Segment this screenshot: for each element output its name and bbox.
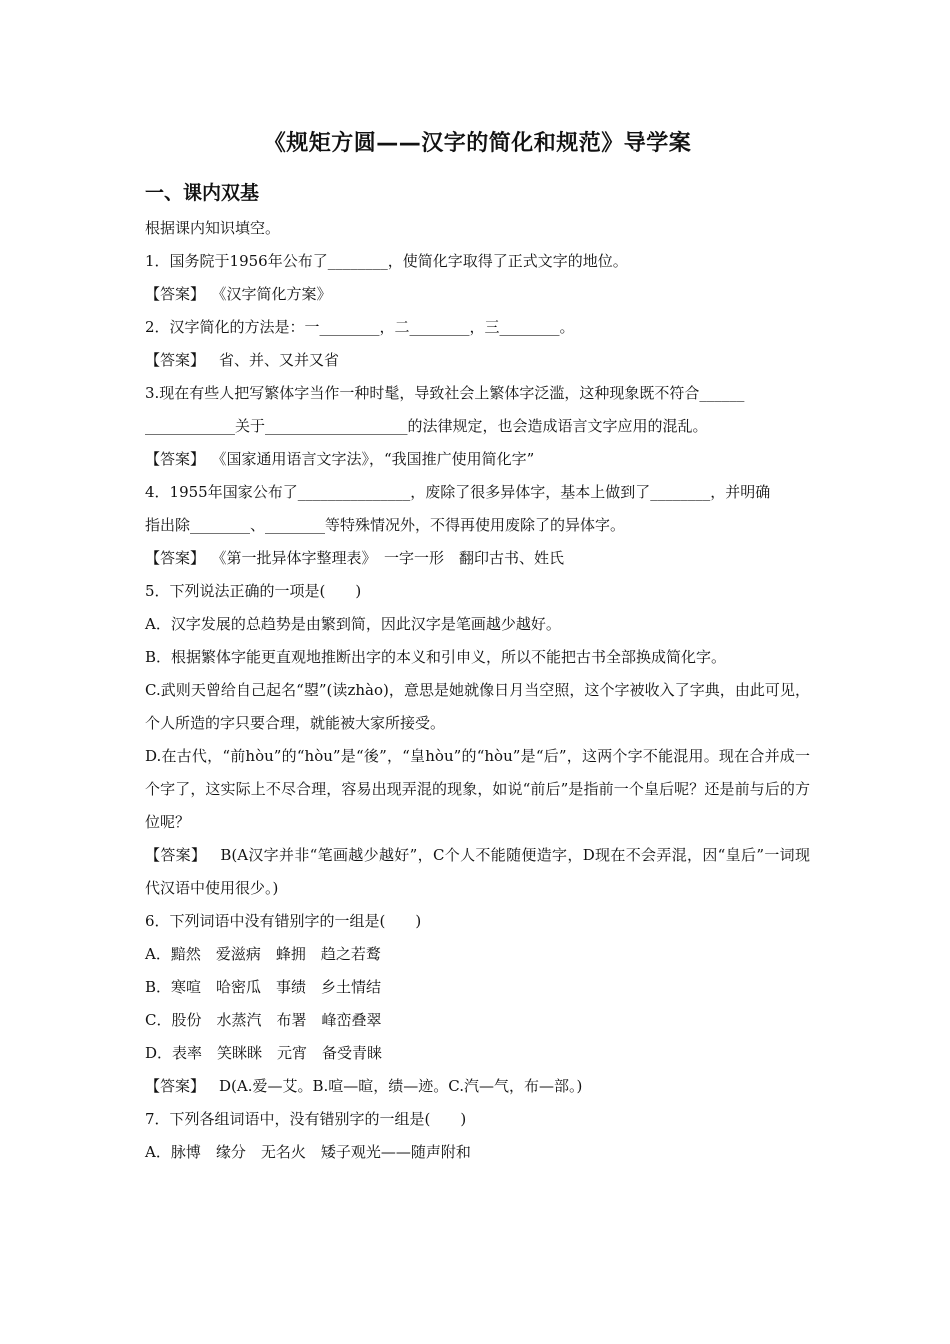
answer-label: 【答案】 xyxy=(145,1077,206,1095)
answer-3 xyxy=(145,443,810,476)
question-1: 1．国务院于1956年公布了________，使简化字取得了正式文字的地位。 xyxy=(145,252,628,270)
answer-5 xyxy=(145,839,810,905)
answer-text: B(A汉字并非“笔画越少越好”，C个人不能随便造字，D现在不会弄混，因“皇后”一词现代汉语中使用很少。) xyxy=(145,846,810,897)
question-6-option-a: A．黯然 爱滋病 蜂拥 趋之若鹜 xyxy=(145,945,381,963)
answer-text: 《第一批异体字整理表》 一字一形 翻印古书、姓氏 xyxy=(219,549,565,567)
question-7: 7．下列各组词语中，没有错别字的一组是( ) xyxy=(145,1110,467,1128)
question-6-option-c: C．股份 水蒸汽 布署 峰峦叠翠 xyxy=(145,1011,382,1029)
answer-2 xyxy=(145,344,810,377)
question-7-option-a: A．脉博 缘分 无名火 矮子观光——随声附和 xyxy=(145,1143,471,1161)
question-5-option-a: A．汉字发展的总趋势是由繁到简，因此汉字是笔画越少越好。 xyxy=(145,615,561,633)
answer-label: 【答案】 xyxy=(145,351,206,369)
answer-1 xyxy=(145,278,810,311)
question-3-line-2: ____________关于___________________的法律规定，也会造成语言文字应用的混乱。 xyxy=(145,417,708,435)
question-2: 2．汉字简化的方法是：一________，二________，三________。 xyxy=(145,318,575,336)
answer-text: 《汉字简化方案》 xyxy=(219,285,332,303)
question-5-option-d: D.在古代，“前hòu”的“hòu”是“後”，“皇hòu”的“hòu”是“后”，这两个字不能混用。现在合并成一个字了，这实际上不尽合理，容易出现弄混的现象，如说“前后”是指前一个皇后呢？还是前与后的方位呢？ xyxy=(145,747,810,831)
answer-text: 《国家通用语言文字法》，“我国推广使用简化字” xyxy=(219,450,535,468)
section-heading: 一、课内双基 xyxy=(145,182,260,204)
question-6-option-d: D．表率 笑眯眯 元宵 备受青睐 xyxy=(145,1044,383,1062)
answer-6 xyxy=(145,1070,810,1103)
answer-label: 【答案】 xyxy=(145,549,206,567)
question-6: 6．下列词语中没有错别字的一组是( ) xyxy=(145,912,422,930)
question-3-line-1: 3.现在有些人把写繁体字当作一种时髦，导致社会上繁体字泛滥，这种现象既不符合______ xyxy=(145,384,745,402)
answer-text: D(A.爱—艾。B.喧—暄，绩—迹。C.汽—气，布—部。) xyxy=(219,1077,583,1095)
question-5-option-b: B．根据繁体字能更直观地推断出字的本义和引申义，所以不能把古书全部换成简化字。 xyxy=(145,648,727,666)
instruction-text: 根据课内知识填空。 xyxy=(145,219,281,237)
answer-text: 省、并、又并又省 xyxy=(219,351,340,369)
document-title: 《规矩方圆——汉字的简化和规范》导学案 xyxy=(263,131,692,156)
answer-label: 【答案】 xyxy=(145,285,206,303)
document-page xyxy=(145,128,810,1169)
answer-label: 【答案】 xyxy=(145,846,207,864)
question-4-line-1: 4．1955年国家公布了_______________，废除了很多异体字，基本上做到了________，并明确 xyxy=(145,483,771,501)
answer-label: 【答案】 xyxy=(145,450,206,468)
question-5: 5．下列说法正确的一项是( ) xyxy=(145,582,362,600)
question-6-option-b: B．寒喧 哈密瓜 事绩 乡土情结 xyxy=(145,978,382,996)
question-5-option-c: C.武则天曾给自己起名“曌”(读zhào)，意思是她就像日月当空照，这个字被收入了字典，由此可见，个人所造的字只要合理，就能被大家所接受。 xyxy=(145,681,810,732)
question-4-line-2: 指出除________、________等特殊情况外，不得再使用废除了的异体字。 xyxy=(145,516,626,534)
answer-4 xyxy=(145,542,810,575)
